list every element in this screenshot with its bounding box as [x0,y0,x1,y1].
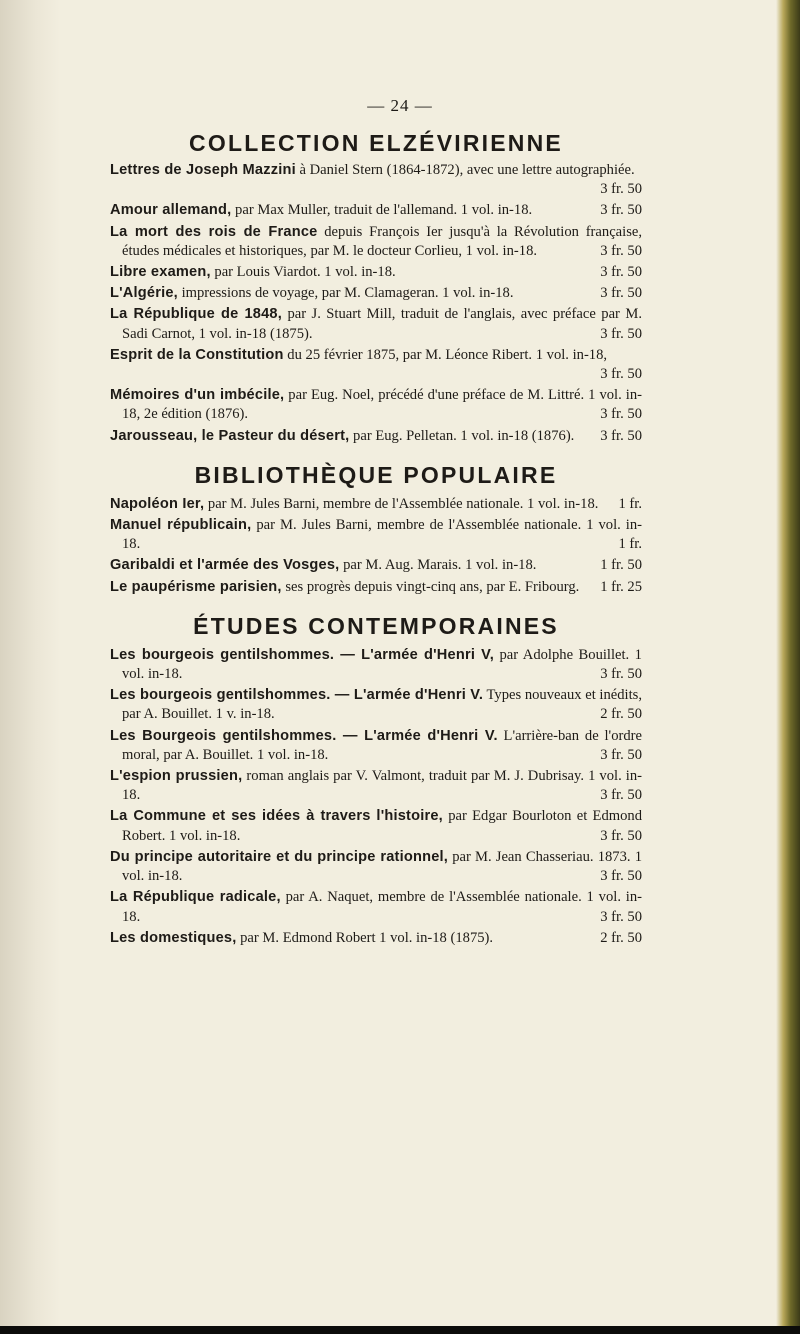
entry-price: 3 fr. 50 [600,827,642,844]
entry-list [110,161,642,446]
catalog-entry [110,727,642,765]
entry-list [110,495,642,597]
catalog-entry [110,284,642,303]
entry-price: 3 fr. 50 [600,285,642,302]
entry-price: 3 fr. 50 [600,264,642,281]
entry-description: par Max Muller, traduit de l'allemand. 1 vol. in-18. [231,202,533,219]
catalog-entry [110,686,642,724]
entry-price: 2 fr. 50 [600,706,642,723]
catalog-entry [110,807,642,845]
entry-title: Garibaldi et l'armée des Vosges, [110,557,340,574]
entry-description: à Daniel Stern (1864-1872), avec une lettre autographiée. [295,162,635,178]
section-etudes-contemporaines [110,613,642,948]
catalog-entry [110,848,642,886]
entry-price: 3 fr. 50 [600,181,642,198]
entry-description: roman anglais par V. Valmont, traduit par M. J. Dubrisay. 1 vol. in-18. [122,768,642,804]
entry-price: 3 fr. 50 [600,202,642,219]
entry-title: Esprit de la Constitution [110,346,284,363]
entry-description: depuis François Ier jusqu'à la Révolution française, études médicales et historiques, par M. le docteur Corlieu, 1 vol. in-18. [122,223,643,259]
section-title: BIBLIOTHÈQUE POPULAIRE [194,461,558,488]
book-binding-edge [776,0,800,1334]
catalog-entry [110,888,642,926]
entry-title: Les domestiques, [110,929,237,946]
entry-description: ses progrès depuis vingt-cinq ans, par E. Fribourg. [281,578,580,595]
catalog-entry [110,223,642,261]
entry-title: Les bourgeois gentilshommes. — L'armée d'Henri V, [110,646,495,663]
entry-title: Manuel républicain, [110,517,252,534]
catalog-entry [110,516,642,554]
entry-price: 3 fr. 50 [600,746,642,763]
entry-title: Libre examen, [110,264,211,281]
entry-title: Mémoires d'un imbécile, [110,387,285,404]
catalog-entry [110,929,642,948]
section-collection-elzevirienne [110,130,642,446]
entry-price: 3 fr. 50 [600,908,642,925]
entry-description: impressions de voyage, par M. Clamageran. 1 vol. in-18. [177,285,514,302]
entry-price: 1 fr. 25 [600,578,642,595]
entry-description: du 25 février 1875, par M. Léonce Ribert. 1 vol. in-18, [283,346,608,363]
entry-title: La Commune et ses idées à travers l'histoire, [110,808,443,825]
catalog-page [110,94,642,950]
entry-description: par Eug. Noel, précédé d'une préface de M. Littré. 1 vol. in-18, 2e édition (1876). [122,387,642,423]
entry-title: Le paupérisme parisien, [110,578,282,595]
entry-title: Jarousseau, le Pasteur du désert, [110,427,350,444]
entry-title: Du principe autoritaire et du principe rationnel, [110,848,449,865]
section-title: ÉTUDES CONTEMPORAINES [193,612,559,639]
entry-price: 3 fr. 50 [600,366,642,383]
section-title: COLLECTION ELZÉVIRIENNE [189,130,563,156]
entry-title: L'espion prussien, [110,768,243,785]
page-number: — 24 — [367,96,433,115]
entry-list [110,646,642,948]
entry-price: 1 fr. 50 [600,557,642,574]
entry-title: Les bourgeois gentilshommes. — L'armée d'Henri V. [110,687,484,704]
entry-price: 2 fr. 50 [600,929,642,946]
entry-description: par M. Jules Barni, membre de l'Assemblée nationale. 1 vol. in-18. [122,517,642,553]
catalog-entry [110,495,642,514]
section-bibliotheque-populaire [110,462,642,597]
entry-title: Les Bourgeois gentilshommes. — L'armée d'Henri V. [110,727,498,744]
entry-price: 3 fr. 50 [600,666,642,683]
catalog-entry [110,556,642,575]
entry-title: Amour allemand, [110,202,232,219]
entry-title: Lettres de Joseph Mazzini [110,162,296,178]
page-gutter-shadow [0,0,60,1334]
entry-title: La République de 1848, [110,306,282,323]
entry-description: par J. Stuart Mill, traduit de l'anglais, avec préface par M. Sadi Carnot, 1 vol. in-18 (1875). [122,306,642,342]
entry-title: La République radicale, [110,889,281,906]
entry-description: par Eug. Pelletan. 1 vol. in-18 (1876). [349,427,575,444]
catalog-entry [110,767,642,805]
entry-description: par M. Edmond Robert 1 vol. in-18 (1875). [236,929,494,946]
entry-price: 3 fr. 50 [600,242,642,259]
entry-price: 3 fr. 50 [600,406,642,423]
entry-description: par Edgar Bourloton et Edmond Robert. 1 vol. in-18. [122,808,642,844]
catalog-entry [110,263,642,282]
entry-title: La mort des rois de France [110,223,318,240]
entry-title: L'Algérie, [110,285,178,302]
entry-description: par M. Jean Chasseriau. 1873. 1 vol. in-18. [122,848,642,885]
catalog-entry [110,305,642,343]
catalog-entry [110,386,642,424]
entry-price: 3 fr. 50 [600,868,642,885]
entry-title: Napoléon Ier, [110,495,205,512]
entry-description: L'arrière-ban de l'ordre moral, par A. Bouillet. 1 vol. in-18. [122,727,642,763]
catalog-entry [110,161,642,199]
entry-description: par Adolphe Bouillet. 1 vol. in-18. [122,646,642,683]
entry-price: 3 fr. 50 [600,427,642,444]
entry-price: 3 fr. 50 [600,325,642,342]
entry-description: par M. Aug. Marais. 1 vol. in-18. [339,557,537,574]
entry-description: par Louis Viardot. 1 vol. in-18. [210,264,396,281]
catalog-entry [110,346,642,384]
entry-price: 1 fr. [618,495,642,512]
entry-description: par A. Naquet, membre de l'Assemblée nationale. 1 vol. in-18. [122,889,642,925]
entry-description: Types nouveaux et inédits, par A. Bouillet. 1 v. in-18. [122,687,642,723]
entry-description: par M. Jules Barni, membre de l'Assemblée nationale. 1 vol. in-18. [204,495,599,512]
catalog-entry [110,201,642,220]
catalog-entry [110,427,642,446]
catalog-entry [110,578,642,597]
bottom-edge [0,1326,800,1334]
entry-price: 3 fr. 50 [600,787,642,804]
entry-price: 1 fr. [618,536,642,553]
catalog-entry [110,646,642,684]
